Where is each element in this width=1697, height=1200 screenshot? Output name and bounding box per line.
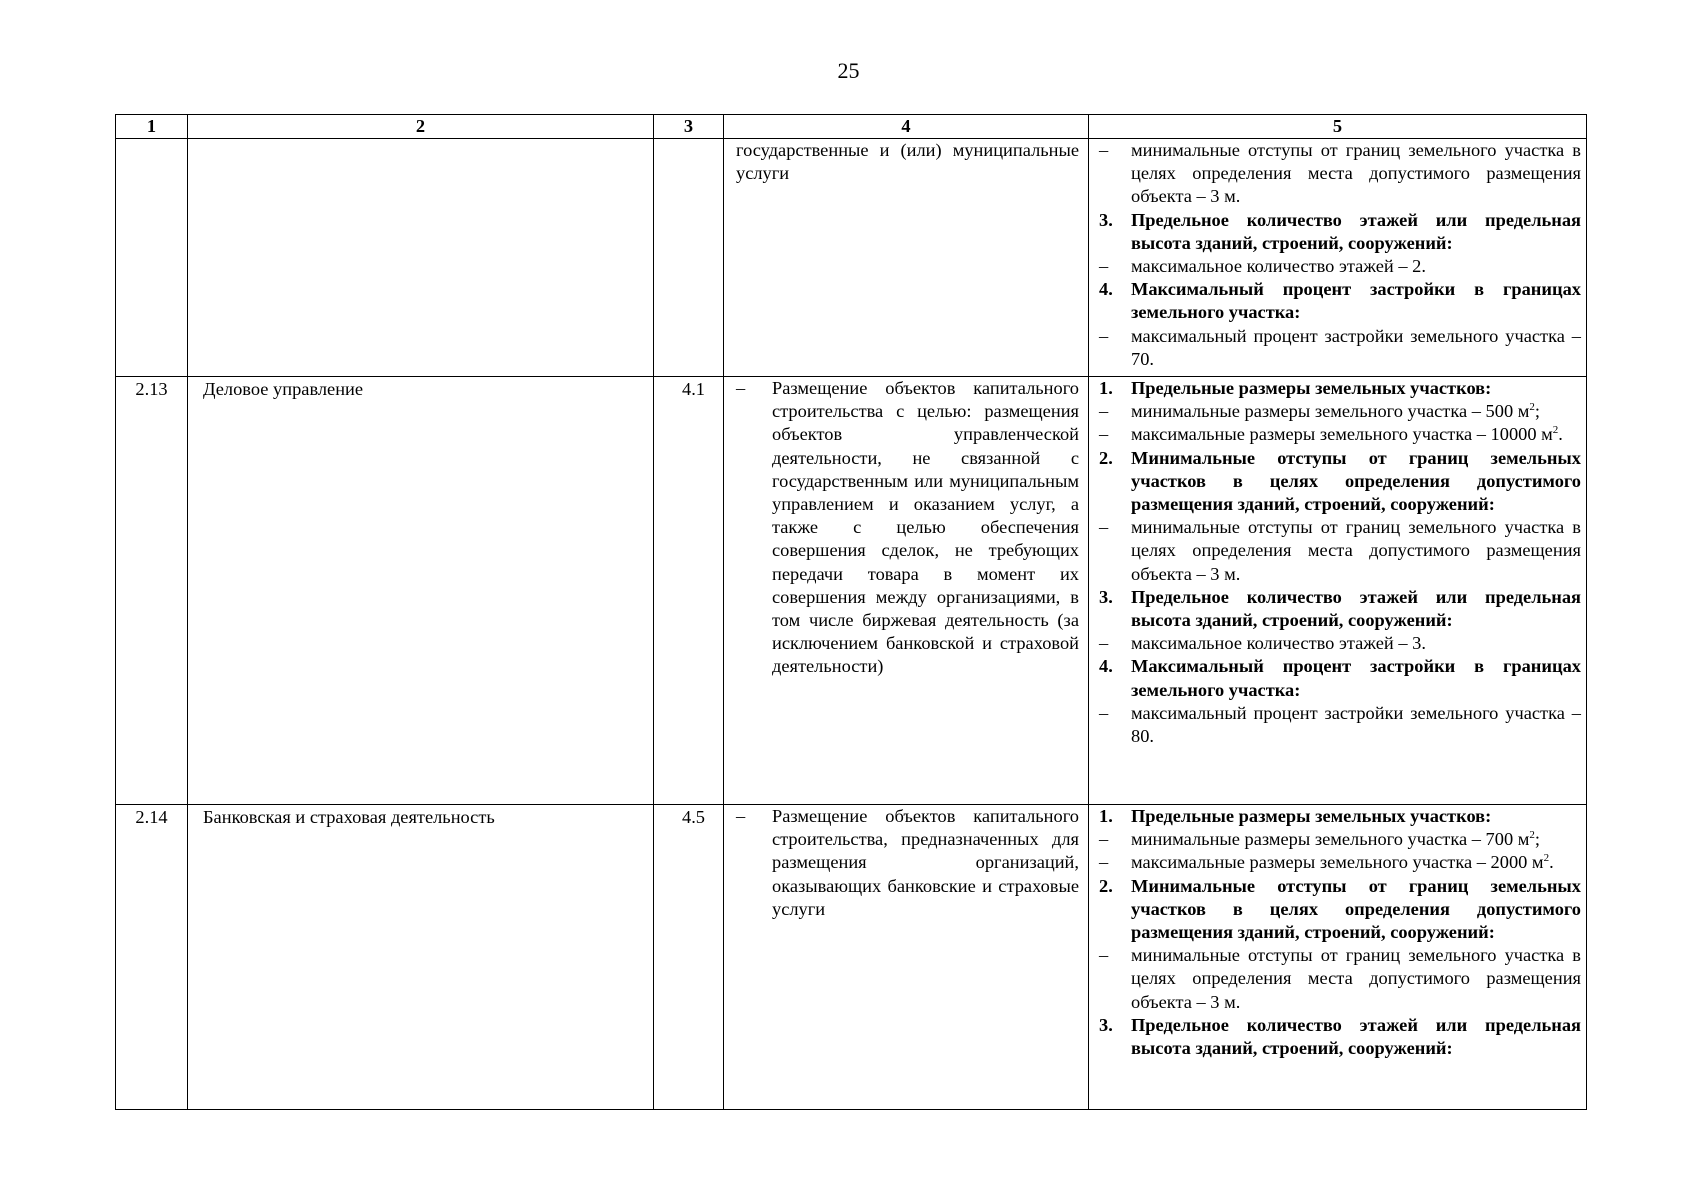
parameters-cell: [1089, 805, 1587, 1110]
param-item: – минимальные отступы от границ земельного участка в целях определения места допустимого размещения объекта – 3 м.: [1099, 517, 1581, 584]
param-item: – минимальные отступы от границ земельного участка в целях определения места допустимого размещения объекта – 3 м.: [1099, 140, 1581, 207]
dash-marker: –: [736, 378, 746, 398]
use-description: [724, 377, 1089, 805]
param-item: – минимальные отступы от границ земельного участка в целях определения места допустимого размещения объекта – 3 м.: [1099, 945, 1581, 1012]
param-item: – минимальные размеры земельного участка – 500 $м^2$;: [1099, 401, 1541, 422]
row-number: 2.13: [116, 377, 188, 805]
table-header-row: [116, 115, 1587, 139]
column-header: 4: [724, 115, 1089, 139]
param-heading: 3. Предельное количество этажей или предельная высота зданий, строений, сооружений:: [1099, 586, 1581, 631]
param-item: – максимальный процент застройки земельного участка – 70.: [1099, 325, 1581, 369]
use-code: 4.5: [654, 805, 724, 1110]
param-heading: 2. Минимальные отступы от границ земельных участков в целях определения допустимого размещения зданий, строений, сооружений:: [1099, 875, 1581, 943]
table-row: [116, 805, 1587, 1110]
parameters-cell: [1089, 139, 1587, 377]
param-item: – максимальное количество этажей – 2.: [1099, 256, 1426, 277]
use-name: Банковская и страховая деятельность: [188, 805, 654, 1110]
row-number: 2.14: [116, 805, 188, 1110]
param-heading: 3. Предельное количество этажей или предельная высота зданий, строений, сооружений:: [1099, 209, 1581, 253]
param-heading: 3. Предельное количество этажей или предельная высота зданий, строений, сооружений:: [1099, 1014, 1581, 1059]
param-item: – максимальные размеры земельного участка – 10000 $м^2$.: [1099, 424, 1563, 445]
description-text: Размещение объектов капитального строительства с целью: размещения объектов управленческой деятельности, не связанной с государственным или муниципальным управлением и оказанием услуг, а также с целью обеспечения совершения сделок, не требующих передачи товара в момент их совершения между организациями, в том числе биржевая деятельность (за исключением банковской и страховой деятельности): [772, 378, 1079, 677]
use-description: [724, 805, 1089, 1110]
use-description: [724, 139, 1089, 377]
param-item: – максимальный процент застройки земельного участка – 80.: [1099, 702, 1581, 747]
page-number: 25: [837, 58, 860, 83]
param-heading: 1. Предельные размеры земельных участков:: [1099, 806, 1492, 826]
row-number: [116, 139, 188, 377]
column-header: 1: [116, 115, 188, 139]
column-header: 2: [188, 115, 654, 139]
use-code: [654, 139, 724, 377]
use-code: 4.1: [654, 377, 724, 805]
column-header: 5: [1089, 115, 1587, 139]
column-header: 3: [654, 115, 724, 139]
param-heading: 4. Максимальный процент застройки в границах земельного участка:: [1099, 279, 1581, 323]
parameters-cell: [1089, 377, 1587, 805]
param-heading: 2. Минимальные отступы от границ земельных участков в целях определения допустимого размещения зданий, строений, сооружений:: [1099, 447, 1581, 515]
description-text: Размещение объектов капитального строительства, предназначенных для размещения организаций, оказывающих банковские и страховые услуги: [772, 806, 1079, 919]
table-row: [116, 139, 1587, 377]
param-item: – максимальное количество этажей – 3.: [1099, 633, 1426, 654]
dash-marker: –: [736, 806, 746, 826]
description-text: государственные и (или) муниципальные услуги: [736, 140, 1079, 184]
param-heading: 4. Максимальный процент застройки в границах земельного участка:: [1099, 656, 1581, 700]
use-name: [188, 139, 654, 377]
param-item: – максимальные размеры земельного участка – 2000 $м^2$.: [1099, 852, 1554, 873]
use-name: Деловое управление: [188, 377, 654, 805]
zoning-table: [115, 114, 1587, 1110]
param-item: – минимальные размеры земельного участка – 700 $м^2$;: [1099, 829, 1541, 850]
param-heading: 1. Предельные размеры земельных участков:: [1099, 378, 1492, 398]
table-row: [116, 377, 1587, 805]
